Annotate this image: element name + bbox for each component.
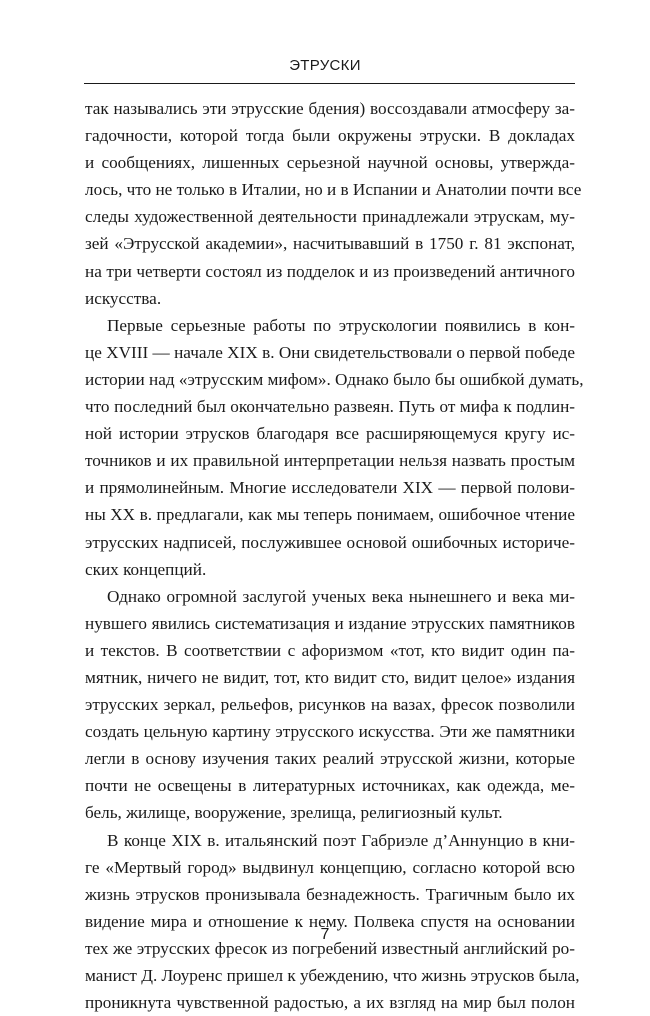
text-line: це XVIII — начале XIX в. Они свидетельствовали о первой победе	[85, 342, 575, 362]
text-line: мятник, ничего не видит, тот, кто видит сто, видит целое» издания	[85, 667, 575, 687]
text-line: легли в основу изучения таких реалий этрусской жизни, которые	[85, 749, 575, 769]
paragraph-4	[85, 827, 580, 1016]
text-line: гадочности, которой тогда были окружены этруски. В докладах	[85, 126, 575, 146]
text-line: ной истории этрусков благодаря все расширяющемуся кругу ис-	[85, 424, 575, 444]
paragraph-2	[85, 312, 584, 583]
text-line: истории над «этрусским мифом». Однако было бы ошибкой думать,	[85, 369, 584, 389]
text-line: и текстов. В соответствии с афоризмом «тот, кто видит один па-	[85, 640, 575, 660]
text-line: почти не освещены в литературных источниках, как одежда, ме-	[85, 776, 575, 796]
text-line: этрусских надписей, послужившее основой ошибочных историче-	[85, 532, 575, 552]
text-line: что последний был окончательно развеян. Путь от мифа к подлин-	[85, 397, 575, 417]
text-line: следы художественной деятельности принадлежали этрускам, му-	[85, 207, 575, 227]
text-line: нувшего явились систематизация и издание этрусских памятников	[85, 613, 575, 633]
text-line: лось, что не только в Италии, но и в Испании и Анатолии почти все	[85, 180, 582, 200]
page-number: 7	[320, 926, 330, 943]
text-line: искусства.	[85, 288, 162, 308]
text-line: так назывались эти этрусские бдения) воссоздавали атмосферу за-	[85, 99, 575, 118]
paragraph-3	[85, 583, 575, 827]
text-line: создать цельную картину этрусского искусства. Эти же памятники	[85, 722, 575, 742]
text-line: на три четверти состоял из подделок и из произведений античного	[85, 261, 575, 281]
header-rule	[84, 83, 575, 84]
text-line: Однако огромной заслугой ученых века нынешнего и века ми-	[107, 586, 575, 606]
text-line: зей «Этрусской академии», насчитывавший в 1750 г. 81 экспонат,	[85, 234, 575, 254]
text-line: манист Д. Лоуренс пришел к убеждению, что жизнь этрусков была,	[85, 966, 580, 985]
text-line: и сообщениях, лишенных серьезной научной основы, утвержда-	[85, 153, 575, 173]
text-line: и прямолинейным. Многие исследователи XIX — первой полови-	[85, 478, 575, 498]
body-text	[85, 95, 584, 1016]
text-line: Первые серьезные работы по этрускологии появились в кон-	[107, 315, 575, 335]
text-line: бель, жилище, вооружение, зрелища, религиозный культ.	[85, 803, 503, 823]
text-line: точников и их правильной интерпретации нельзя назвать простым	[85, 451, 575, 471]
text-line: проникнута чувственной радостью, а их взгляд на мир был полон	[85, 993, 575, 1013]
text-line: видение мира и отношение к нему. Полвека спустя на основании	[85, 911, 575, 931]
text-line: ны XX в. предлагали, как мы теперь понимаем, ошибочное чтение	[85, 505, 575, 525]
text-line: ских концепций.	[85, 559, 207, 579]
text-line: ге «Мертвый город» выдвинул концепцию, согласно которой всю	[85, 857, 575, 877]
running-title: ЭТРУСКИ	[289, 57, 361, 74]
paragraph-1	[85, 95, 582, 312]
text-line: В конце XIX в. итальянский поэт Габриэле д’Аннунцио в кни-	[107, 830, 575, 850]
text-line: этрусских зеркал, рельефов, рисунков на вазах, фресок позволили	[85, 695, 575, 715]
text-line: жизнь этрусков пронизывала безнадежность. Трагичным было их	[85, 884, 575, 904]
text-line: тех же этрусских фресок из погребений известный английский ро-	[85, 938, 575, 958]
